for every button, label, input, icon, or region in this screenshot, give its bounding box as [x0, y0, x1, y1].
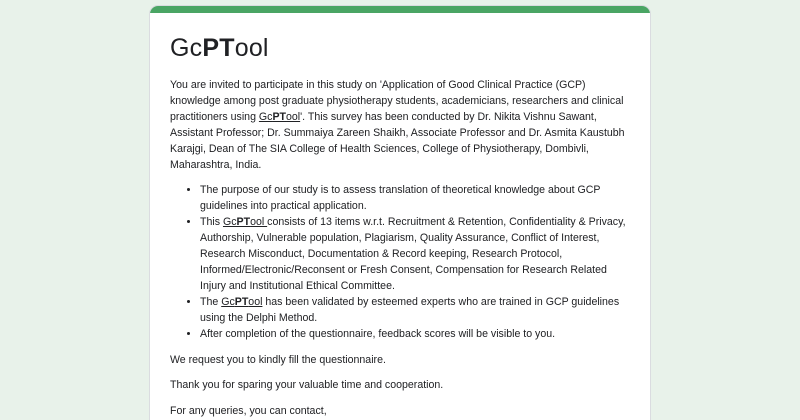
list-item-text: The purpose of our study is to assess translation of theoretical knowledge about GCP guidelines into practical application. [200, 184, 601, 213]
theme-accent-bar [150, 6, 650, 13]
intro-text-part1: You are invited to participate in this study on 'Application of Good Clinical Practice (GCP) knowledge among post graduate physiotherapy students, academicians, researchers and clinical practitioners using [170, 79, 624, 123]
brand-prefix: Gc [222, 216, 237, 229]
list-item-text: After completion of the questionnaire, feedback scores will be visible to you. [200, 327, 556, 340]
brand-bold: PT [234, 295, 249, 308]
intro-text-part2: '. This survey has been conducted by Dr. Nikita Vishnu Sawant, Assistant Professor; Dr. Summaiya Zareen Shaikh, Associate Professor and Dr. Asmita Kaustubh Karajgi, Dean of The SIA College of Health Sciences, College of Physiotherapy, Dombivli, Maharashtra, India. [170, 110, 625, 171]
brand-bold: PT [272, 110, 287, 123]
brand-suffix: ool [250, 216, 268, 229]
brand-prefix: Gc [258, 110, 273, 123]
list-item-purpose [200, 183, 630, 215]
form-title-bold: PT [202, 34, 235, 62]
study-info-list [170, 183, 630, 342]
brand-suffix: ool [248, 295, 263, 308]
intro-brand-name [259, 111, 300, 123]
form-title-prefix: Gc [170, 34, 203, 62]
request-text: We request you to kindly fill the questionnaire. [170, 353, 386, 366]
brand-suffix: ool [286, 110, 301, 123]
card-body [150, 13, 650, 420]
list-item-text: has been validated by esteemed experts who are trained in GCP guidelines using the Delphi Method. [200, 295, 620, 324]
list-item-items [200, 215, 630, 295]
intro-paragraph [170, 78, 630, 173]
list-item-text: This [200, 216, 223, 229]
list-item-brand-name [221, 296, 262, 308]
form-description-card [150, 6, 650, 420]
list-item-validation [200, 295, 630, 327]
list-item-brand-name [223, 216, 267, 228]
contact-text: For any queries, you can contact, [170, 405, 327, 418]
list-item-feedback [200, 327, 630, 343]
form-title-suffix: ool [234, 34, 269, 62]
form-title [170, 32, 630, 64]
list-item-text: The [200, 295, 222, 308]
brand-bold: PT [236, 216, 251, 229]
list-item-text: consists of 13 items w.r.t. Recruitment & Retention, Confidentiality & Privacy, Authorship, Vulnerable population, Plagiarism, Quality Assurance, Conflict of Interest, Research Misconduct, Documentation & Record keeping, Research Protocol, Informed/Electronic/Reconsent or Fresh Consent, Compensation for Research Related Injury and Institutional Ethical Committee. [200, 216, 626, 292]
thanks-text: Thank you for sparing your valuable time and cooperation. [170, 379, 444, 392]
brand-prefix: Gc [221, 295, 235, 308]
